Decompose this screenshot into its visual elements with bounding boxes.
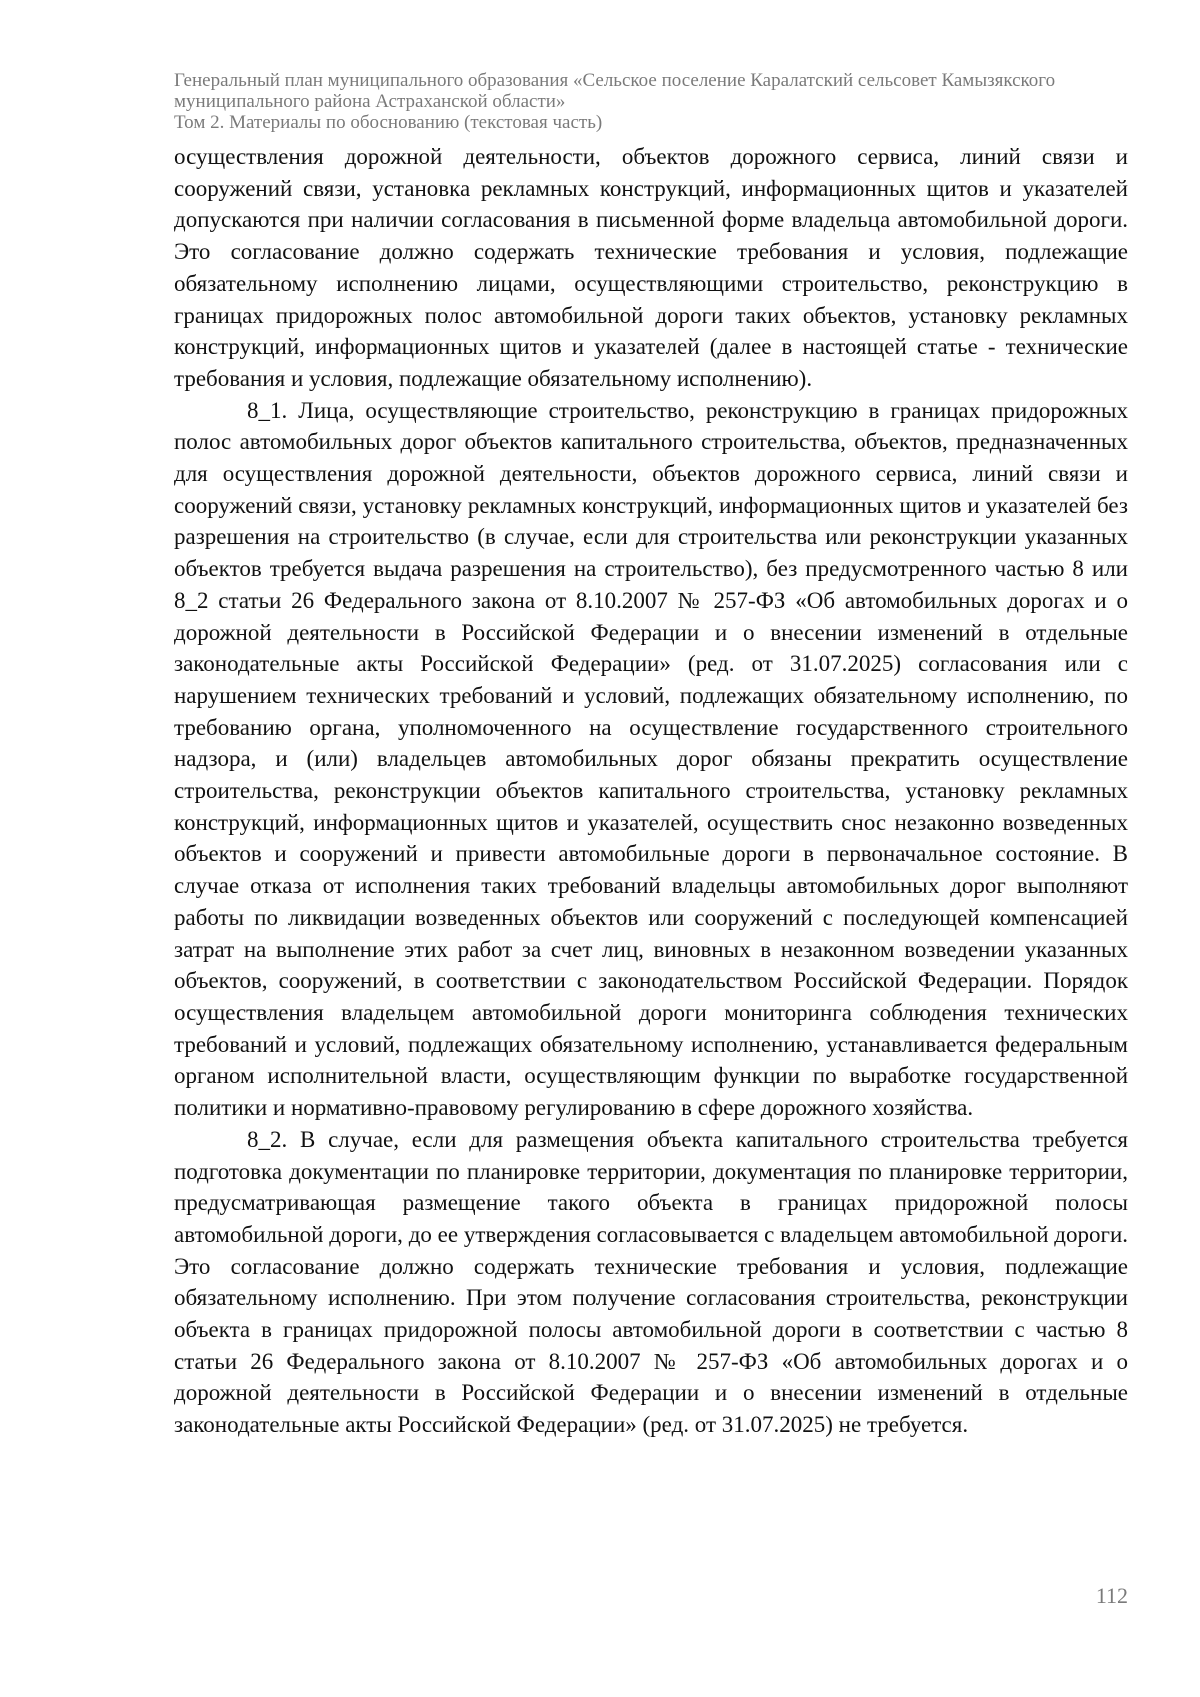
paragraph-8-2: 8_2. В случае, если для размещения объекта капитального строительства требуется подготовка документации по планировке территории, документация по планировке территории, предусматривающая размещение такого объекта в границах придорожной полосы автомобильной дороги, до ее утверждения согласовывается с владельцем автомобильной дороги. Это согласование должно содержать технические требования и условия, подлежащие обязательному исполнению. При этом получение согласования строительства, реконструкции объекта в границах придорожной полосы автомобильной дороги в соответствии с частью 8 статьи 26 Федерального закона от 8.10.2007 № 257-ФЗ «Об автомобильных дорогах и о дорожной деятельности в Российской Федерации и о внесении изменений в отдельные законодательные акты Российской Федерации» (ред. от 31.07.2025) не требуется. [174,1126,1128,1438]
paragraph-continuation: осуществления дорожной деятельности, объектов дорожного сервиса, линий связи и сооружений связи, установка рекламных конструкций, информационных щитов и указателей допускаются при наличии согласования в письменной форме владельца автомобильной дороги. Это согласование должно содержать технические требования и условия, подлежащие обязательному исполнению лицами, осуществляющими строительство, реконструкцию в границах придорожных полос автомобильной дороги таких объектов, установку рекламных конструкций, информационных щитов и указателей (далее в настоящей статье - технические требования и условия, подлежащие обязательному исполнению). [174,144,1128,391]
running-header [174,70,1134,133]
paragraph-8-1: 8_1. Лица, осуществляющие строительство, реконструкцию в границах придорожных полос автомобильных дорог объектов капитального строительства, объектов, предназначенных для осуществления дорожной деятельности, объектов дорожного сервиса, линий связи и сооружений связи, установку рекламных конструкций, информационных щитов и указателей без разрешения на строительство (в случае, если для строительства или реконструкции указанных объектов требуется выдача разрешения на строительство), без предусмотренного частью 8 или 8_2 статьи 26 Федерального закона от 8.10.2007 № 257-ФЗ «Об автомобильных дорогах и о дорожной деятельности в Российской Федерации и о внесении изменений в отдельные законодательные акты Российской Федерации» (ред. от 31.07.2025) согласования или с нарушением технических требований и условий, подлежащих обязательному исполнению, по требованию органа, уполномоченного на осуществление государственного строительного надзора, и (или) владельцев автомобильных дорог обязаны прекратить осуществление строительства, реконструкции объектов капитального строительства, установку рекламных конструкций, информационных щитов и указателей, осуществить снос незаконно возведенных объектов и сооружений и привести автомобильные дороги в первоначальное состояние. В случае отказа от исполнения таких требований владельцы автомобильных дорог выполняют работы по ликвидации возведенных объектов или сооружений с последующей компенсацией затрат на выполнение этих работ за счет лиц, виновных в незаконном возведении указанных объектов, сооружений, в соответствии с законодательством Российской Федерации. Порядок осуществления владельцем автомобильной дороги мониторинга соблюдения технических требований и условий, подлежащих обязательному исполнению, устанавливается федеральным органом исполнительной власти, осуществляющим функции по выработке государственной политики и нормативно-правовому регулированию в сфере дорожного хозяйства. [174,397,1128,1121]
header-volume: Том 2. Материалы по обоснованию (текстовая часть) [174,112,603,133]
page-number: 112 [1095,1583,1128,1608]
body-text [174,141,1128,1441]
header-title: Генеральный план муниципального образования «Сельское поселение Каралатский сельсовет Камызякского муниципального района Астраханской области» [174,70,1056,112]
